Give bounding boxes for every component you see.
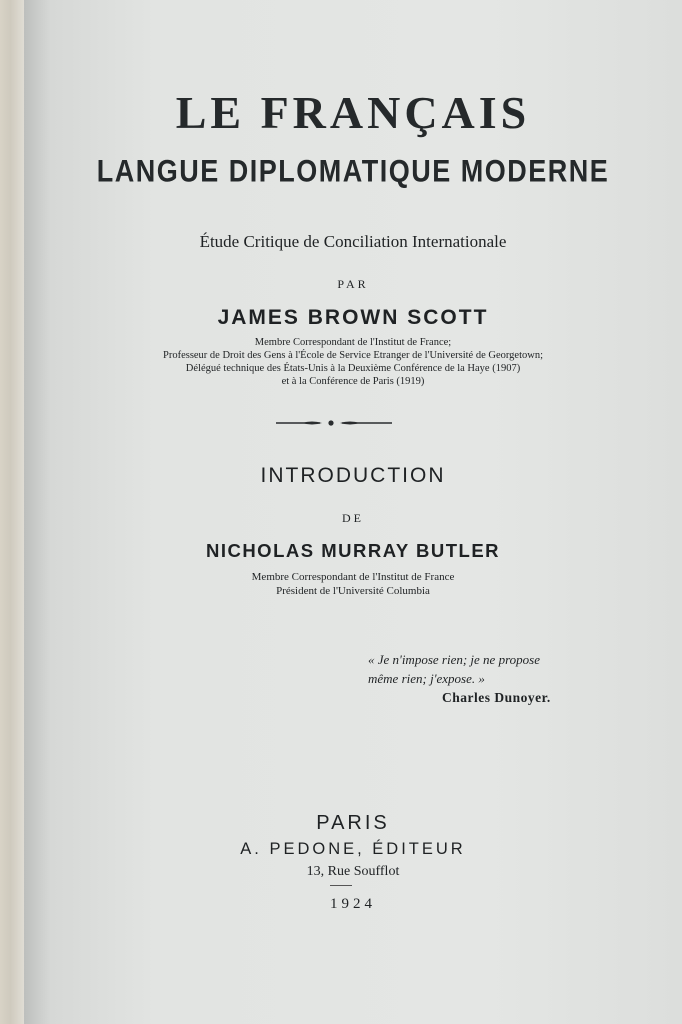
ornament-divider — [276, 418, 392, 428]
epigraph — [368, 650, 618, 688]
imprint-rule — [330, 885, 352, 886]
imprint-year: 1924 — [330, 896, 376, 912]
book-subtitle: LANGUE DIPLOMATIQUE MODERNE — [96, 153, 610, 189]
epigraph-line: « Je n'impose rien; je ne propose — [368, 652, 540, 667]
introducer-credential: Président de l'Université Columbia — [276, 585, 430, 597]
title-page — [24, 0, 682, 1024]
introduction-heading: INTRODUCTION — [260, 464, 446, 487]
imprint-publisher: A. PEDONE, ÉDITEUR — [240, 840, 466, 858]
book-description: Étude Critique de Conciliation Internationale — [199, 232, 507, 251]
introducer-credential: Membre Correspondant de l'Institut de France — [251, 571, 455, 583]
book-title: LE FRANÇAIS — [175, 87, 531, 138]
author-credential: Professeur de Droit des Gens à l'École de Service Etranger de l'Université de Georgetown; — [162, 350, 543, 361]
introducer-name: NICHOLAS MURRAY BUTLER — [205, 540, 501, 561]
author-name: JAMES BROWN SCOTT — [217, 306, 489, 329]
epigraph-attribution: Charles Dunoyer. — [442, 690, 551, 705]
book-gutter — [0, 0, 26, 1024]
of-label: DE — [342, 511, 364, 525]
author-credential: Membre Correspondant de l'Institut de France; — [254, 337, 452, 348]
epigraph-line: même rien; j'expose. » — [368, 671, 485, 686]
imprint-city: PARIS — [316, 812, 390, 834]
author-credential: Délégué technique des États-Unis à la Deuxième Conférence de la Haye (1907) — [185, 363, 521, 374]
by-label: PAR — [337, 277, 369, 291]
author-credential: et à la Conférence de Paris (1919) — [281, 376, 425, 387]
imprint-address: 13, Rue Soufflot — [306, 864, 400, 879]
